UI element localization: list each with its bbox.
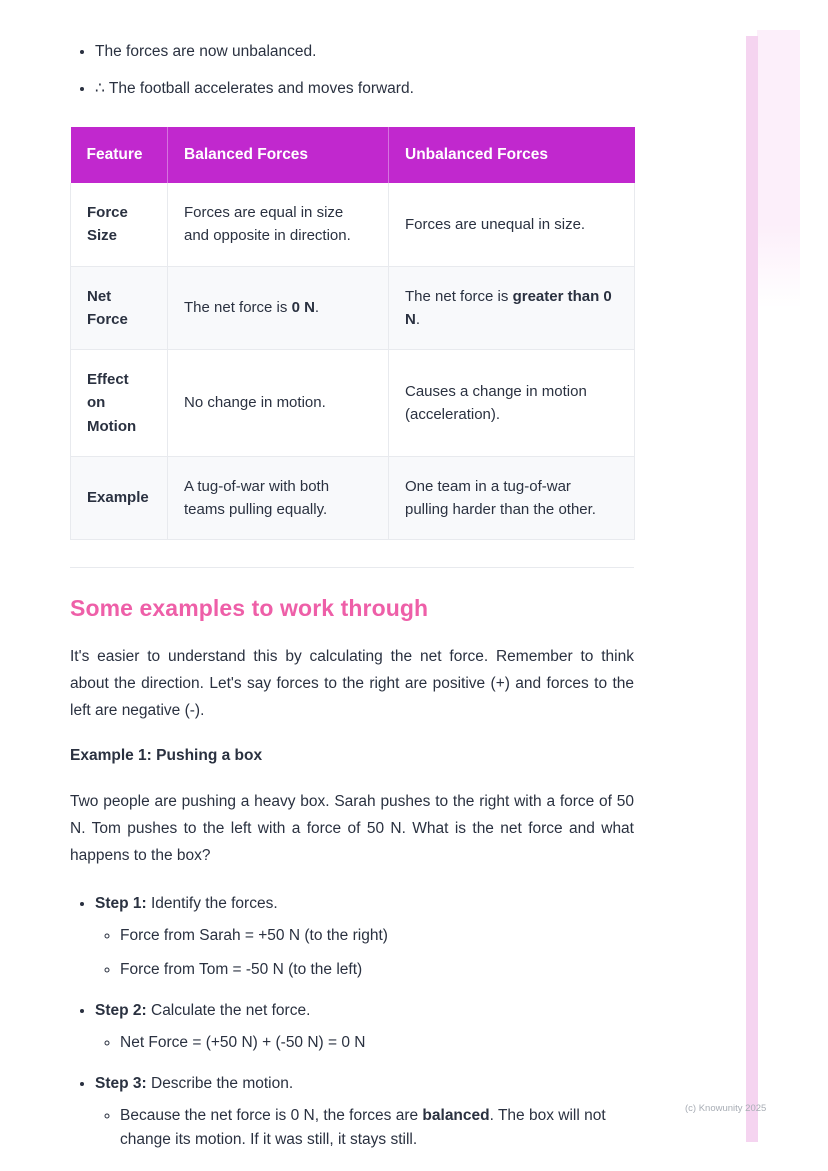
table-cell-balanced: The net force is 0 N.: [168, 266, 389, 350]
table-header-unbalanced: Unbalanced Forces: [389, 127, 635, 183]
watermark-credit: (c) Knowunity 2025: [685, 1103, 767, 1114]
section-heading: Some examples to work through: [70, 595, 429, 622]
table-cell-unbalanced: One team in a tug-of-war pulling harder than the other.: [389, 456, 635, 540]
steps-list: [70, 892, 634, 1152]
table-cell-unbalanced: Causes a change in motion (acceleration).: [389, 350, 635, 457]
section-divider: [70, 567, 634, 568]
document-content: [70, 40, 634, 1169]
list-item-text: The forces are now unbalanced.: [95, 43, 317, 60]
table-cell-balanced: A tug-of-war with both teams pulling equally.: [168, 456, 389, 540]
table-row: [71, 266, 635, 350]
table-header-feature: Feature: [71, 127, 168, 183]
table-row: [71, 350, 635, 457]
table-cell-feature: Effect on Motion: [71, 350, 168, 457]
example-heading: Example 1: Pushing a box: [70, 747, 263, 765]
substeps-list: [95, 1104, 634, 1152]
substep-item: ◦ Force from Tom = -50 N (to the left): [120, 958, 634, 982]
step-label: Step 2: Calculate the net force.: [95, 1002, 311, 1020]
table-row: [71, 456, 635, 540]
list-item: [95, 77, 634, 101]
list-item-text: ∴ The football accelerates and moves forward.: [95, 80, 414, 98]
table-header-balanced: Balanced Forces: [168, 127, 389, 183]
table-cell-feature: Force Size: [71, 183, 168, 266]
intro-bullet-list: [70, 40, 634, 101]
table-cell-unbalanced: Forces are unequal in size.: [389, 183, 635, 266]
table-cell-balanced: No change in motion.: [168, 350, 389, 457]
list-item: [95, 40, 634, 64]
step-label: Step 1: Identify the forces.: [95, 895, 278, 913]
step-item: [95, 892, 634, 982]
substeps-list: [95, 1031, 634, 1055]
table-header-row: [71, 127, 635, 183]
page-edge-strip: [746, 36, 758, 1142]
page-edge-highlight: [757, 30, 800, 308]
substep-item: ◦ Because the net force is 0 N, the forces are balanced. The box will not change its motion. If it was still, it stays still.: [120, 1104, 634, 1152]
table-cell-feature: Net Force: [71, 266, 168, 350]
substep-item: ◦ Force from Sarah = +50 N (to the right): [120, 924, 634, 948]
table-row: [71, 183, 635, 266]
substep-item: ◦ Net Force = (+50 N) + (-50 N) = 0 N: [120, 1031, 634, 1055]
forces-comparison-table: [70, 127, 635, 540]
substeps-list: [95, 924, 634, 982]
example-paragraph: Two people are pushing a heavy box. Sarah pushes to the right with a force of 50 N. Tom pushes to the left with a force of 50 N. What is the net force and what happens to the box?: [70, 793, 634, 865]
step-item: [95, 999, 634, 1055]
step-item: [95, 1072, 634, 1152]
table-cell-balanced: Forces are equal in size and opposite in direction.: [168, 183, 389, 266]
table-cell-unbalanced: The net force is greater than 0 N.: [389, 266, 635, 350]
step-label: Step 3: Describe the motion.: [95, 1075, 294, 1093]
section-intro-paragraph: It's easier to understand this by calculating the net force. Remember to think about the direction. Let's say forces to the right are positive (+) and forces to the left are negative (-).: [70, 648, 634, 720]
table-cell-feature: Example: [71, 456, 168, 540]
